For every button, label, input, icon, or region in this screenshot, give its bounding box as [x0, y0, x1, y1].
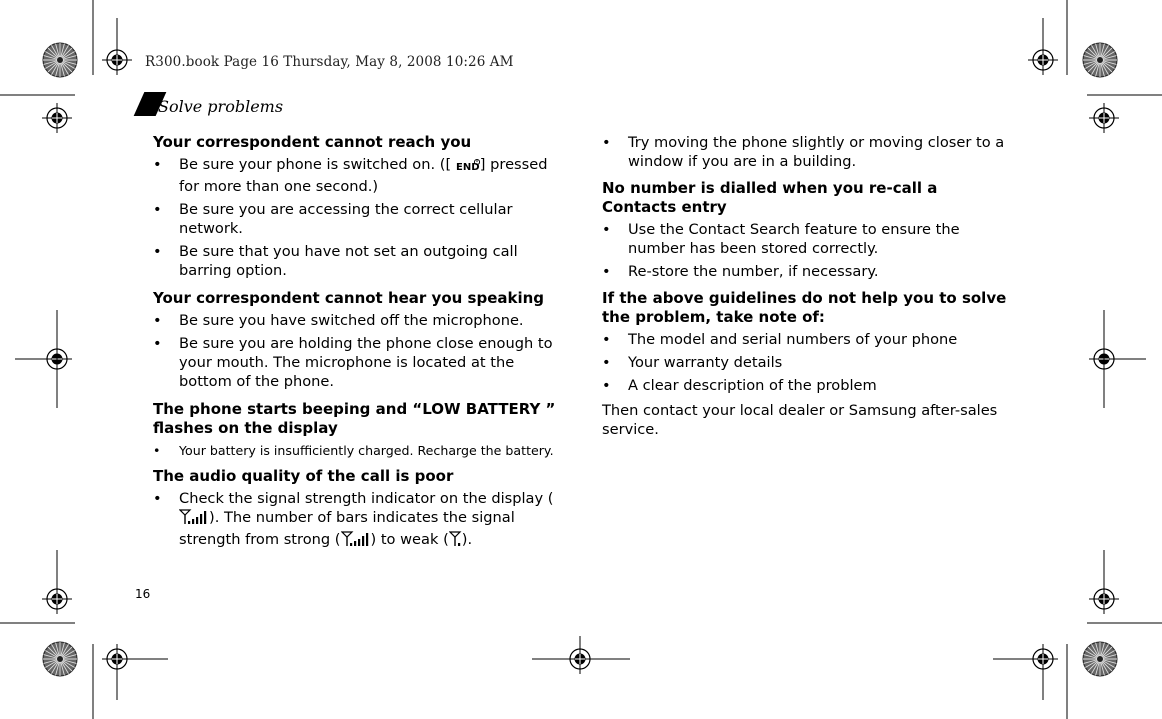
- signal-strength-weak-icon: [449, 531, 462, 552]
- left-column: [153, 131, 563, 552]
- heading-audio-quality: The audio quality of the call is poor: [153, 467, 454, 485]
- crosshair-registration-mark-icon: [102, 45, 132, 75]
- list-item: • Be sure you have switched off the microphone.: [153, 312, 524, 329]
- crosshair-registration-mark-icon: [1089, 103, 1119, 133]
- page-number: 16: [135, 587, 151, 601]
- closing-paragraph: Then contact your local dealer or Samsung after-sales service.: [602, 402, 998, 438]
- print-stamp: R300.book Page 16 Thursday, May 8, 2008 10:26 AM: [145, 54, 514, 70]
- list-item: • Be sure that you have not set an outgoing call barring option.: [153, 243, 518, 279]
- heading-take-note: If the above guidelines do not help you to solve the problem, take note of:: [602, 289, 1007, 326]
- list-item: • Be sure you are accessing the correct cellular network.: [153, 201, 513, 237]
- crosshair-registration-mark-icon: [1028, 45, 1058, 75]
- heading-low-battery: The phone starts beeping and “LOW BATTERY ” flashes on the display: [153, 400, 556, 437]
- list-item: • Re-store the number, if necessary.: [602, 263, 879, 280]
- list-item: • Be sure your phone is switched on. ([ END ] pressed for more than one second.): [153, 156, 548, 195]
- heading-cannot-hear: Your correspondent cannot hear you speaking: [153, 289, 545, 307]
- color-wheel-registration-icon: [1083, 642, 1117, 676]
- signal-strength-full-icon: [341, 531, 371, 552]
- crosshair-registration-mark-icon: [102, 644, 132, 674]
- list-item: • The model and serial numbers of your phone: [602, 331, 958, 348]
- list-item: • A clear description of the problem: [602, 377, 877, 394]
- list-item: • Try moving the phone slightly or moving closer to a window if you are in a building.: [602, 134, 1005, 170]
- crosshair-registration-mark-icon: [1089, 584, 1119, 614]
- page-title: Solve problems: [158, 97, 284, 116]
- color-wheel-registration-icon: [1083, 43, 1117, 77]
- signal-strength-full-icon: [179, 509, 209, 530]
- list-item: • Use the Contact Search feature to ensure the number has been stored correctly.: [602, 221, 960, 257]
- svg-text:END: END: [455, 162, 480, 172]
- crosshair-registration-mark-icon: [42, 584, 72, 614]
- color-wheel-registration-icon: [43, 43, 77, 77]
- right-column: [602, 131, 1012, 439]
- list-item: • Your battery is insufficiently charged. Recharge the battery.: [153, 443, 554, 458]
- list-item: • Check the signal strength indicator on the display (). The number of bars indicates the signal strength from strong ( ) to weak ( ).: [153, 489, 563, 552]
- crosshair-registration-mark-icon: [1028, 644, 1058, 674]
- heading-cannot-reach: Your correspondent cannot reach you: [153, 133, 472, 151]
- list-item: • Your warranty details: [602, 354, 783, 371]
- end-key-icon: [456, 158, 480, 177]
- crosshair-registration-mark-icon: [565, 644, 595, 674]
- crosshair-registration-mark-icon: [42, 103, 72, 133]
- heading-no-number-dialled: No number is dialled when you re-call a Contacts entry: [602, 179, 938, 216]
- color-wheel-registration-icon: [43, 642, 77, 676]
- list-item: • Be sure you are holding the phone close enough to your mouth. The microphone is located at the bottom of the phone.: [153, 335, 553, 390]
